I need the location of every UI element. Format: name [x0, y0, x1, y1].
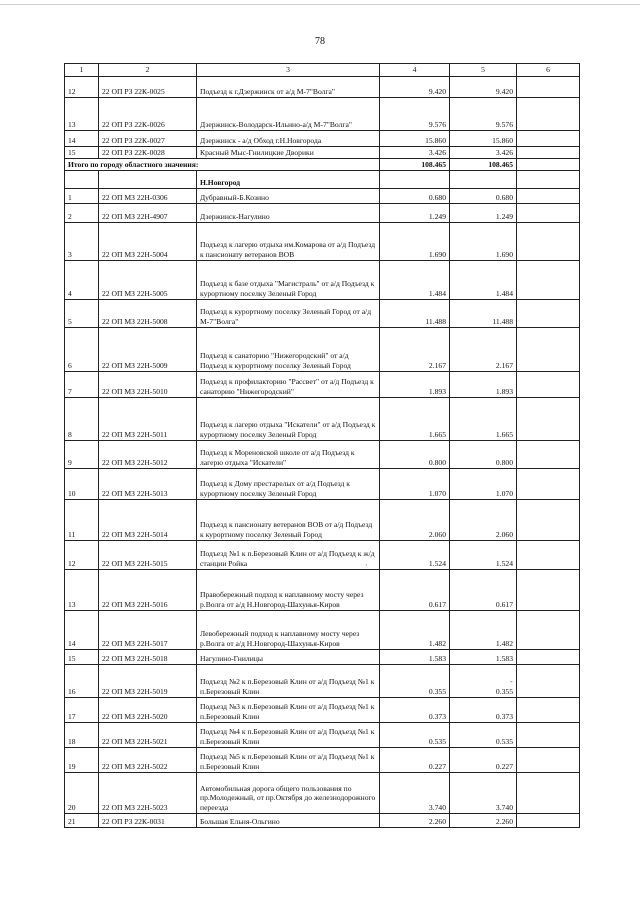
cell-road-code: 22 ОП МЗ 22Н-5008 [99, 300, 197, 328]
cell-road-name: Подъезд №4 к п.Березовый Клин от а/д Подъезд №1 к п.Березовый Клин [197, 723, 380, 748]
cell-number: 13 [65, 570, 99, 611]
cell-length-total: 1.665 [380, 398, 450, 441]
cell-length-category: 1.484 [450, 261, 517, 300]
roads-table-body [65, 64, 580, 828]
total-row [65, 159, 580, 171]
cell-length-total: 108.465 [380, 159, 450, 171]
cell-note [517, 77, 580, 98]
cell-note [517, 223, 580, 261]
cell-number: 20 [65, 773, 99, 814]
cell-note [517, 541, 580, 570]
cell-length-total: 3.426 [380, 147, 450, 159]
table-row [65, 398, 580, 441]
cell-length-category: 0.373 [450, 698, 517, 723]
cell-road-code: 22 ОП МЗ 22Н-5019 [99, 665, 197, 698]
cell-road-code: 22 ОП РЗ 22К-0027 [99, 131, 197, 147]
cell-length-category: 2.167 [450, 328, 517, 372]
cell-road-name: Подъезд к Мореновской школе от а/д Подъезд к лагерю отдыха "Искатели" [197, 441, 380, 469]
cell-note [517, 570, 580, 611]
cell-road-code: 22 ОП МЗ 22Н-5014 [99, 500, 197, 541]
cell-number: 4 [65, 261, 99, 300]
table-row [65, 77, 580, 98]
cell-length-category: 3.426 [450, 147, 517, 159]
cell-note [517, 650, 580, 665]
table-row [65, 650, 580, 665]
cell-road-name: Автомобильная дорога общего пользования по пр.Молодежный, от пр.Октября до железнодорожного переезда [197, 773, 380, 814]
cell-length-total: 0.680 [380, 189, 450, 204]
cell-note [517, 398, 580, 441]
cell-length-category: 0.227 [450, 748, 517, 773]
cell-note [517, 469, 580, 500]
cell-road-code: 22 ОП РЗ 22К-0026 [99, 98, 197, 131]
table-row [65, 98, 580, 131]
cell-number: 10 [65, 469, 99, 500]
cell-number: 19 [65, 748, 99, 773]
cell-road-name: Большая Ельня-Ольгино [197, 814, 380, 828]
cell-note [517, 773, 580, 814]
cell-road-code: 22 ОП РЗ 22К-0031 [99, 814, 197, 828]
cell-length-category: 0.680 [450, 189, 517, 204]
cell-length-total: 11.488 [380, 300, 450, 328]
cell-length-category: 1.583 [450, 650, 517, 665]
column-header: 4 [380, 64, 450, 77]
cell-note [517, 131, 580, 147]
page-top-edge [0, 4, 640, 5]
cell-length-category: 3.740 [450, 773, 517, 814]
cell-number [65, 171, 99, 189]
cell-road-name: Подъезд к лагерю отдыха им.Комарова от а/д Подъезд к пансионату ветеранов ВОВ [197, 223, 380, 261]
cell-note [517, 261, 580, 300]
cell-road-code: 22 ОП МЗ 22Н-4907 [99, 204, 197, 223]
cell-length-category: 1.665 [450, 398, 517, 441]
cell-note [517, 500, 580, 541]
cell-road-name: Подъезд к лагерю отдыха "Искатели" от а/д Подъезд к курортному поселку Зеленый Город [197, 398, 380, 441]
page-number: 78 [315, 36, 325, 47]
cell-number: 14 [65, 611, 99, 650]
table-row [65, 328, 580, 372]
cell-length-total: 0.373 [380, 698, 450, 723]
table-row [65, 372, 580, 398]
cell-length-total: 0.535 [380, 723, 450, 748]
cell-road-name: Подъезд к курортному поселку Зеленый Город от а/д М-7"Волга" [197, 300, 380, 328]
cell-note [517, 147, 580, 159]
cell-road-name: Подъезд к г.Дзержинск от а/д М-7"Волга" [197, 77, 380, 98]
cell-road-name: Красный Мыс-Гнилицкие Дворики [197, 147, 380, 159]
cell-number: 1 [65, 189, 99, 204]
table-row [65, 261, 580, 300]
cell-length-total: 1.070 [380, 469, 450, 500]
cell-road-name: Подъезд №5 к п.Березовый Клин от а/д Подъезд №1 к п.Березовый Клин [197, 748, 380, 773]
table-row [65, 570, 580, 611]
table-row [65, 611, 580, 650]
cell-note [517, 189, 580, 204]
cell-road-name: Подъезд к пансионату ветеранов ВОВ от а/д Подъезд к курортному поселку Зеленый Город [197, 500, 380, 541]
cell-road-name: Подъезд №1 к п.Березовый Клин от а/д Подъезд к ж/д станции Ройка [197, 541, 380, 570]
table-row [65, 223, 580, 261]
cell-road-name: Подъезд к базе отдыха "Магистраль" от а/д Подъезд к курортному поселку Зеленый Город [197, 261, 380, 300]
cell-note [517, 611, 580, 650]
cell-length-category: 2.260 [450, 814, 517, 828]
cell-number: 11 [65, 500, 99, 541]
cell-length-total: 1.249 [380, 204, 450, 223]
cell-note [517, 300, 580, 328]
column-header: 6 [517, 64, 580, 77]
cell-note [517, 698, 580, 723]
total-label: Итого по городу областного значения: [65, 159, 380, 171]
cell-road-code: 22 ОП МЗ 22Н-5015 [99, 541, 197, 570]
cell-number: 12 [65, 541, 99, 570]
table-row [65, 773, 580, 814]
cell-length-category: 1.482 [450, 611, 517, 650]
cell-number: 16 [65, 665, 99, 698]
cell-length-total: 2.167 [380, 328, 450, 372]
cell-road-name: Левобережный подход к наплавному мосту через р.Волга от а/д Н.Новгород-Шахунья-Киров [197, 611, 380, 650]
cell-length-category: 1.893 [450, 372, 517, 398]
cell-number: 6 [65, 328, 99, 372]
table-header-row [65, 64, 580, 77]
table-row [65, 541, 580, 570]
cell-road-code: 22 ОП МЗ 22Н-5016 [99, 570, 197, 611]
cell-length-total: 3.740 [380, 773, 450, 814]
table-row [65, 441, 580, 469]
cell-note [517, 814, 580, 828]
cell-note [517, 372, 580, 398]
cell-number: 12 [65, 77, 99, 98]
cell-length-category: 0.355 [450, 665, 517, 698]
cell-note [517, 98, 580, 131]
cell-length-total [380, 171, 450, 189]
table-row [65, 500, 580, 541]
cell-length-category: 15.860 [450, 131, 517, 147]
cell-road-code: 22 ОП МЗ 22Н-5020 [99, 698, 197, 723]
cell-road-code: 22 ОП РЗ 22К-0025 [99, 77, 197, 98]
cell-length-total: 15.860 [380, 131, 450, 147]
cell-length-category: 2.060 [450, 500, 517, 541]
cell-length-category [450, 171, 517, 189]
cell-length-total: 0.617 [380, 570, 450, 611]
cell-note [517, 159, 580, 171]
cell-length-category: 0.800 [450, 441, 517, 469]
cell-note [517, 441, 580, 469]
cell-length-total: 1.484 [380, 261, 450, 300]
cell-road-code: 22 ОП МЗ 22Н-0306 [99, 189, 197, 204]
table-row [65, 748, 580, 773]
table-row [65, 204, 580, 223]
column-header: 1 [65, 64, 99, 77]
cell-road-code: 22 ОП МЗ 22Н-5013 [99, 469, 197, 500]
cell-length-category: 9.420 [450, 77, 517, 98]
section-title: Н.Новгород [197, 171, 380, 189]
cell-number: 21 [65, 814, 99, 828]
cell-length-total: 2.060 [380, 500, 450, 541]
cell-road-code: 22 ОП МЗ 22Н-5021 [99, 723, 197, 748]
cell-road-code: 22 ОП МЗ 22Н-5010 [99, 372, 197, 398]
cell-road-code: 22 ОП МЗ 22Н-5017 [99, 611, 197, 650]
roads-table [64, 63, 580, 828]
cell-length-total: 0.800 [380, 441, 450, 469]
scan-speck: · [365, 561, 368, 570]
cell-note [517, 748, 580, 773]
table-row [65, 189, 580, 204]
cell-length-total: 0.227 [380, 748, 450, 773]
cell-road-code: 22 ОП МЗ 22Н-5011 [99, 398, 197, 441]
column-header: 3 [197, 64, 380, 77]
cell-length-total: 9.420 [380, 77, 450, 98]
cell-length-total: 1.690 [380, 223, 450, 261]
cell-number: 3 [65, 223, 99, 261]
cell-note [517, 328, 580, 372]
cell-number: 7 [65, 372, 99, 398]
table-row [65, 698, 580, 723]
cell-number: 8 [65, 398, 99, 441]
table-row [65, 300, 580, 328]
cell-number: 14 [65, 131, 99, 147]
cell-road-name: Подъезд №2 к п.Березовый Клин от а/д Подъезд №1 к п.Березовый Клин [197, 665, 380, 698]
cell-road-name: Дзержинск - а/д Обход г.Н.Новгорода [197, 131, 380, 147]
cell-number: 17 [65, 698, 99, 723]
cell-road-code: 22 ОП МЗ 22Н-5022 [99, 748, 197, 773]
cell-note [517, 665, 580, 698]
cell-length-total: 1.893 [380, 372, 450, 398]
cell-note [517, 171, 580, 189]
cell-number: 13 [65, 98, 99, 131]
cell-road-code: 22 ОП МЗ 22Н-5023 [99, 773, 197, 814]
column-header: 2 [99, 64, 197, 77]
cell-road-name: Дзержинск-Володарск-Ильино-а/д М-7"Волга" [197, 98, 380, 131]
cell-road-name: Дубравный-Б.Козино [197, 189, 380, 204]
cell-road-name: Нагулино-Гнилицы [197, 650, 380, 665]
cell-length-category: 1.524 [450, 541, 517, 570]
cell-road-name: Подъезд к профилакторию "Рассвет" от а/д Подъезд к санаторию "Нижегородский" [197, 372, 380, 398]
cell-road-code: 22 ОП РЗ 22К-0028 [99, 147, 197, 159]
cell-length-category: 1.070 [450, 469, 517, 500]
table-row [65, 723, 580, 748]
cell-number: 15 [65, 147, 99, 159]
cell-road-name: Правобережный подход к наплавному мосту через р.Волга от а/д Н.Новгород-Шахунья-Киров [197, 570, 380, 611]
cell-length-category: 1.690 [450, 223, 517, 261]
table-row [65, 814, 580, 828]
scan-speck: - [510, 677, 513, 686]
column-header: 5 [450, 64, 517, 77]
cell-number: 5 [65, 300, 99, 328]
cell-road-name: Подъезд к Дому престарелых от а/д Подъезд к курортному поселку Зеленый Город [197, 469, 380, 500]
table-row [65, 147, 580, 159]
cell-length-category: 9.576 [450, 98, 517, 131]
cell-road-code [99, 171, 197, 189]
cell-length-category: 108.465 [450, 159, 517, 171]
cell-length-total: 1.482 [380, 611, 450, 650]
cell-number: 18 [65, 723, 99, 748]
cell-road-name: Дзержинск-Нагулино [197, 204, 380, 223]
cell-road-name: Подъезд №3 к п.Березовый Клин от а/д Подъезд №1 к п.Березовый Клин [197, 698, 380, 723]
cell-length-category: 0.535 [450, 723, 517, 748]
cell-length-total: 9.576 [380, 98, 450, 131]
cell-note [517, 723, 580, 748]
cell-length-total: 0.355 [380, 665, 450, 698]
cell-road-code: 22 ОП МЗ 22Н-5004 [99, 223, 197, 261]
cell-length-category: 11.488 [450, 300, 517, 328]
cell-number: 9 [65, 441, 99, 469]
cell-number: 2 [65, 204, 99, 223]
cell-length-total: 2.260 [380, 814, 450, 828]
cell-length-category: 1.249 [450, 204, 517, 223]
cell-road-code: 22 ОП МЗ 22Н-5012 [99, 441, 197, 469]
cell-note [517, 204, 580, 223]
cell-road-code: 22 ОП МЗ 22Н-5009 [99, 328, 197, 372]
cell-road-name: Подъезд к санаторию "Нижегородский" от а/д Подъезд к курортному поселку Зеленый Город [197, 328, 380, 372]
cell-road-code: 22 ОП МЗ 22Н-5005 [99, 261, 197, 300]
table-row [65, 469, 580, 500]
cell-length-total: 1.583 [380, 650, 450, 665]
cell-number: 15 [65, 650, 99, 665]
cell-road-code: 22 ОП МЗ 22Н-5018 [99, 650, 197, 665]
cell-length-category: 0.617 [450, 570, 517, 611]
section-row [65, 171, 580, 189]
table-row [65, 131, 580, 147]
table-row [65, 665, 580, 698]
cell-length-total: 1.524 [380, 541, 450, 570]
